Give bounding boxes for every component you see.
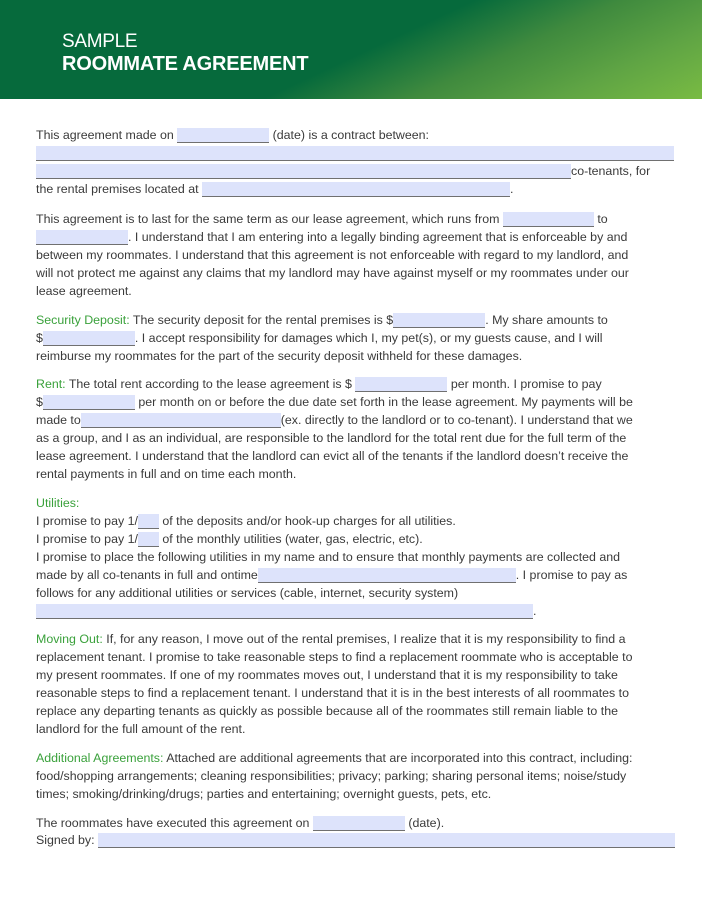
execution-line-1 — [36, 815, 444, 833]
rent-share-field[interactable] — [43, 395, 135, 410]
moving-out-line-5: replace any departing tenants as quickly as possible because all of the roommates still remain liable to the — [36, 704, 618, 718]
rent-line-5: lease agreement. I understand that the landlord can evict all of the tenants if the landlord doesn’t receive the — [36, 449, 629, 463]
text: This agreement is to last for the same term as our lease agreement, which runs from — [36, 212, 503, 226]
text: (ex. directly to the landlord or to co-tenant). I understand that we — [280, 413, 633, 427]
utilities-line-5: follows for any additional utilities or services (cable, internet, security system) — [36, 586, 459, 600]
text: Signed by: — [36, 833, 98, 847]
section-label-security-deposit: Security Deposit: — [36, 313, 130, 327]
text: made to — [36, 413, 81, 427]
text: to — [593, 212, 608, 226]
document-header — [0, 0, 702, 99]
additional-line-1 — [36, 750, 633, 768]
text: . — [510, 182, 514, 196]
agreement-date-field[interactable] — [177, 128, 269, 143]
moving-out-line-4: reasonable steps to find a replacement tenant. I understand that it is in the best interests of all roommates to — [36, 686, 630, 700]
additional-utilities-field[interactable] — [36, 604, 533, 619]
text: the rental premises located at — [36, 182, 202, 196]
term-line-4: will not protect me against any claims that my landlord may have against myself or my roommates under our — [36, 266, 629, 280]
utilities-line-2 — [36, 531, 423, 549]
signatures-field[interactable] — [98, 833, 675, 848]
intro-line-4 — [36, 181, 513, 199]
text: $ — [36, 395, 43, 409]
text: . I promise to pay as — [515, 568, 628, 582]
moving-out-line-2: replacement tenant. I promise to take reasonable steps to find a replacement roommate who is acceptable to — [36, 650, 633, 664]
payment-recipient-field[interactable] — [81, 413, 281, 428]
text: of the monthly utilities (water, gas, electric, etc). — [158, 532, 423, 546]
section-label-additional-agreements: Additional Agreements: — [36, 751, 164, 765]
utilities-line-6 — [36, 603, 536, 621]
moving-out-line-1 — [36, 631, 626, 649]
text: $ — [36, 331, 43, 345]
text: co-tenants, for — [571, 164, 651, 178]
text: I promise to pay 1/ — [36, 532, 138, 546]
rent-line-6: rental payments in full and on time each month. — [36, 467, 297, 481]
deposit-line-2 — [36, 330, 603, 348]
text: (date) is a contract between: — [269, 128, 429, 142]
parties-field-2[interactable] — [36, 164, 571, 179]
text: This agreement made on — [36, 128, 178, 142]
utilities-line-3: I promise to place the following utilities in my name and to ensure that monthly payments are collected and — [36, 550, 621, 564]
utility-deposit-fraction-field[interactable] — [138, 514, 159, 529]
header-title-main: ROOMMATE AGREEMENT — [62, 53, 309, 75]
deposit-total-field[interactable] — [393, 313, 485, 328]
text: made by all co-tenants in full and ontime — [36, 568, 258, 582]
additional-line-2: food/shopping arrangements; cleaning responsibilities; privacy; parking; sharing personal items; noise/study — [36, 769, 627, 783]
deposit-share-field[interactable] — [43, 331, 135, 346]
premises-address-field[interactable] — [202, 182, 510, 197]
header-title-sample: SAMPLE — [62, 31, 138, 52]
intro-line-2 — [36, 145, 674, 163]
rent-line-4: as a group, and I as an individual, are responsible to the landlord for the total rent due for the full term of the — [36, 431, 627, 445]
rent-line-3 — [36, 412, 633, 430]
text: of the deposits and/or hook-up charges for all utilities. — [158, 514, 456, 528]
section-label-moving-out: Moving Out: — [36, 632, 103, 646]
term-line-1 — [36, 211, 608, 229]
section-label-rent: Rent: — [36, 377, 66, 391]
rent-total-field[interactable] — [355, 377, 447, 392]
term-line-5: lease agreement. — [36, 284, 132, 298]
text: The security deposit for the rental premises is $ — [129, 313, 394, 327]
moving-out-line-6: landlord for the full amount of the rent. — [36, 722, 246, 736]
term-line-3: between my roommates. I understand that this agreement is not enforceable with regard to my landlord, and — [36, 248, 629, 262]
intro-line-1 — [36, 127, 429, 145]
term-line-2 — [36, 229, 627, 247]
rent-line-2 — [36, 394, 633, 412]
text: per month on or before the due date set forth in the lease agreement. My payments will be — [134, 395, 633, 409]
utilities-line-1 — [36, 513, 456, 531]
text: . My share amounts to — [485, 313, 608, 327]
additional-line-3: times; smoking/drinking/drugs; parties and entertaining; overnight guests, pets, etc. — [36, 787, 492, 801]
text: If, for any reason, I move out of the rental premises, I realize that it is my responsibility to find a — [102, 632, 626, 646]
execution-date-field[interactable] — [313, 816, 405, 831]
text: The roommates have executed this agreement on — [36, 816, 313, 830]
utilities-in-name-field[interactable] — [258, 568, 516, 583]
lease-end-field[interactable] — [36, 230, 128, 245]
rent-line-1 — [36, 376, 602, 394]
text: The total rent according to the lease agreement is $ — [65, 377, 356, 391]
text: (date). — [404, 816, 445, 830]
text: per month. I promise to pay — [447, 377, 602, 391]
text: . I accept responsibility for damages which I, my pet(s), or my guests cause, and I will — [134, 331, 603, 345]
moving-out-line-3: my present roommates. If one of my roommates moves out, I understand that it is my responsibility to take — [36, 668, 618, 682]
text: Attached are additional agreements that are incorporated into this contract, including: — [163, 751, 633, 765]
parties-field-1[interactable] — [36, 146, 674, 161]
utilities-line-4 — [36, 567, 627, 585]
text: . — [533, 604, 537, 618]
text: . I understand that I am entering into a legally binding agreement that is enforceable by and — [128, 230, 628, 244]
deposit-line-3: reimburse my roommates for the part of the security deposit withheld for these damages. — [36, 349, 523, 363]
execution-line-2 — [36, 832, 675, 850]
deposit-line-1 — [36, 312, 608, 330]
lease-start-field[interactable] — [503, 212, 594, 227]
text: I promise to pay 1/ — [36, 514, 138, 528]
section-label-utilities: Utilities: — [36, 496, 80, 510]
utility-monthly-fraction-field[interactable] — [138, 532, 159, 547]
intro-line-3 — [36, 163, 650, 181]
